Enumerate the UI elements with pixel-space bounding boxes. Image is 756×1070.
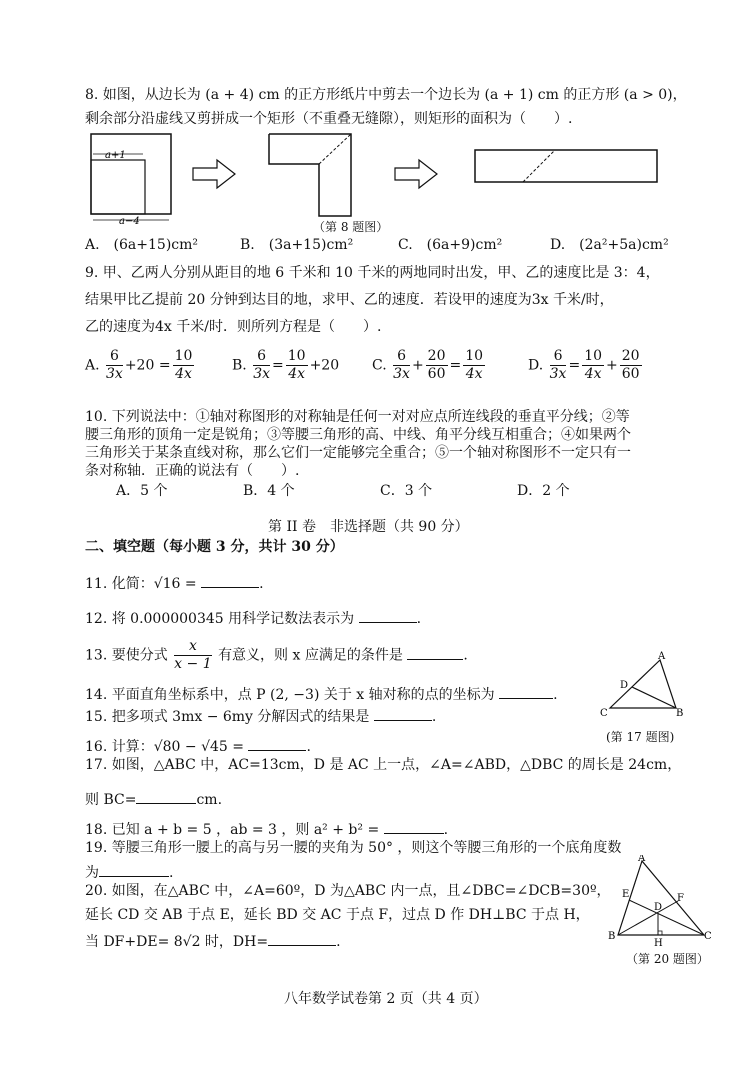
q20-label-d: D [654,902,663,913]
q17-label-a: A [658,651,666,662]
q15-text: 15. 把多项式 3mx − 6my 分解因式的结果是 [85,709,370,725]
q20-label-c: C [704,931,712,942]
q9-d-d3: 60 [621,366,640,382]
q9-a-n2: 10 [174,348,193,364]
q9-d-frac1 [550,348,567,383]
q10-option-c: C．3 个 [380,483,433,499]
q9-c-d1: 3x [393,366,410,382]
q9-d-n3: 20 [621,348,640,364]
q17-caption: (第 17 题图) [606,730,675,744]
q16-text: 16. 计算：√80 − √45 = [85,739,244,755]
q9-a-mid: +20 = [124,357,171,374]
q9-a-d2: 4x [175,366,192,382]
q9-b-frac2 [286,348,308,383]
q9-c-label: C. [372,357,387,374]
q10-option-a: A．5 个 [116,483,168,499]
q18-text: 18. 已知 a + b = 5 ，ab = 3 ，则 a² + b² = [85,822,380,838]
q9-b-frac1 [253,348,270,383]
q9-option-d [528,348,644,383]
q9-b-n1: 6 [253,348,270,366]
q9-c-n1: 6 [393,348,410,366]
q9-c-n2: 20 [427,348,446,364]
q14: 14. 平面直角坐标系中，点 P (2, −3) 关于 x 轴对称的点的坐标为 . [85,684,558,704]
q13-den: x − 1 [174,656,212,672]
q13-answer-blank[interactable] [407,645,463,660]
q9-a-frac2 [173,348,195,383]
q20-figure [606,855,716,950]
q10-option-d: D．2 个 [517,483,570,499]
q8-option-c: C. (6a+9)cm² [398,237,503,253]
q20-label-f: F [677,893,684,904]
q19-answer-blank[interactable] [99,862,169,877]
q10-line3: 三角形关于某条直线对称，那么它们一定能够完全重合；⑤一个轴对称图形不一定只有一 [85,445,631,461]
q20-label-a: A [638,855,646,864]
q20-label-e: E [622,889,630,900]
q13-fraction [174,638,211,673]
q10-line4: 条对称轴．正确的说法有（ ）. [85,463,300,479]
q10-line1: 10. 下列说法中：①轴对称图形的对称轴是任何一对对应点所连线段的垂直平分线；②等 [85,409,630,425]
q9-b-tail: +20 [309,357,340,374]
q9-d-d1: 3x [549,366,567,382]
q8-line2: 剩余部分沿虚线又剪拼成一个矩形（不重叠无缝隙），则矩形的面积为（ ）. [85,111,573,127]
q8-dim-bottom: a−4 [119,216,140,227]
q8-figure [85,130,715,230]
q13-num: x [174,638,211,656]
q20-answer-blank[interactable] [268,931,336,946]
fill-section-title: 二、填空题（每小题 3 分，共计 30 分） [85,539,344,555]
q9-a-label: A. [85,357,100,374]
q13-post: 有意义，则 x 应满足的条件是 [218,647,403,664]
q9-a-frac1 [106,348,123,383]
q12: 12. 将 0.000000345 用科学记数法表示为 . [85,608,421,628]
q8-option-a: A. (6a+15)cm² [85,237,199,253]
q14-answer-blank[interactable] [499,684,553,699]
q9-d-mid: = [568,357,581,374]
q8-caption: （第 8 题图） [313,220,389,234]
q20-label-h: H [654,938,663,949]
q11-text: 11. 化简：√16 = [85,576,197,592]
q18: 18. 已知 a + b = 5 ，ab = 3 ，则 a² + b² = . [85,819,448,839]
q19-line2: 为 . [85,862,173,882]
q9-c-n3: 10 [465,348,484,364]
q12-text: 12. 将 0.000000345 用科学记数法表示为 [85,611,355,627]
q9-b-n2: 10 [287,348,306,364]
q12-answer-blank[interactable] [359,608,417,623]
q9-d-label: D. [528,357,544,374]
q15-answer-blank[interactable] [374,706,432,721]
q13-pre: 13. 要使分式 [85,647,168,664]
q9-a-d1: 3x [106,366,123,382]
q9-c-frac3 [463,348,485,383]
q17-unit: cm. [196,792,223,808]
q9-c-d3: 4x [465,366,483,382]
q13: 13. 要使分式 $\frac{x}{x - 1}$ 有意义，则 x 应满足的条件是 . [85,638,468,672]
q9-c-d2: 60 [427,366,446,382]
q9-option-b [232,348,339,383]
q16: 16. 计算：√80 − √45 = . [85,736,311,756]
q9-d-mid2: + [606,357,618,374]
q9-c-frac2 [426,348,448,383]
q17-label-c: C [600,708,608,719]
q19-line1: 19. 等腰三角形一腰上的高与另一腰的夹角为 50° ，则这个等腰三角形的一个底角度数 [85,840,622,856]
q17-prefix: 则 BC= [85,792,137,808]
q15: 15. 把多项式 3mx − 6my 分解因式的结果是 . [85,706,436,726]
q10-line2: 腰三角形的顶角一定是锐角；③等腰三角形的高、中线、角平分线互相重合；④如果两个 [85,427,631,443]
q17-label-b: B [676,708,684,719]
q17-answer-blank[interactable] [136,789,196,804]
q17-line1: 17. 如图，△ABC 中，AC=13cm，D 是 AC 上一点，∠A=∠ABD，△DBC 的周长是 24cm， [85,757,682,773]
q19-prefix: 为 [85,865,99,881]
q20-label-b: B [608,931,616,942]
q16-answer-blank[interactable] [248,736,306,751]
q9-b-d2: 4x [288,366,306,382]
q9-b-label: B. [232,357,247,374]
q9-c-mid2: = [449,357,462,374]
q9-d-frac3 [620,348,642,383]
q9-d-d2: 4x [584,366,602,382]
section-title: 第 II 卷 非选择题（共 90 分） [268,519,469,535]
q17-line2 [85,789,222,809]
q10-option-b: B．4 个 [243,483,295,499]
q17-label-d: D [620,680,629,691]
q8-line1: 8. 如图，从边长为 (a + 4) cm 的正方形纸片中剪去一个边长为 (a + 1) cm 的正方形 (a > 0)， [85,87,687,103]
q20-prefix: 当 DF+DE= 8√2 时，DH= [85,934,269,950]
q9-d-frac2 [582,348,604,383]
q11-answer-blank[interactable] [201,573,259,588]
q8-dim-top: a+1 [105,150,126,161]
q9-c-frac1 [393,348,410,383]
q9-line1: 9. 甲、乙两人分别从距目的地 6 千米和 10 千米的两地同时出发，甲、乙的速度比是 3：4， [85,265,660,281]
q18-answer-blank[interactable] [384,819,444,834]
q9-a-n1: 6 [106,348,123,366]
q9-option-a [85,348,196,383]
q9-option-c [372,348,487,383]
q9-line3: 乙的速度为4x 千米/时．则所列方程是（ ）. [85,319,382,335]
q20-line1: 20. 如图，在△ABC 中，∠A=60º，D 为△ABC 内一点，且∠DBC=∠DCB=30º， [85,883,611,899]
q9-line2: 结果甲比乙提前 20 分钟到达目的地，求甲、乙的速度．若设甲的速度为3x 千米/时， [85,292,614,308]
page-footer: 八年数学试卷第 2 页（共 4 页） [284,991,488,1007]
q20-caption: （第 20 题图） [626,952,709,966]
q8-option-b: B. (3a+15)cm² [240,237,354,253]
q9-b-mid: = [272,357,284,374]
q9-c-mid: + [411,357,424,374]
q20-line3: 当 DF+DE= 8√2 时，DH= . [85,931,341,951]
q17-figure [598,650,688,720]
q9-b-d1: 3x [253,366,271,382]
q8-option-d: D. (2a²+5a)cm² [550,237,669,253]
q14-text: 14. 平面直角坐标系中，点 P (2, −3) 关于 x 轴对称的点的坐标为 [85,687,495,703]
q9-d-n1: 6 [550,348,567,366]
q20-line2: 延长 CD 交 AB 于点 E，延长 BD 交 AC 于点 F，过点 D 作 DH⊥BC 于点 H， [85,907,590,923]
q9-d-n2: 10 [584,348,603,364]
q11: 11. 化简：√16 = . [85,573,264,593]
